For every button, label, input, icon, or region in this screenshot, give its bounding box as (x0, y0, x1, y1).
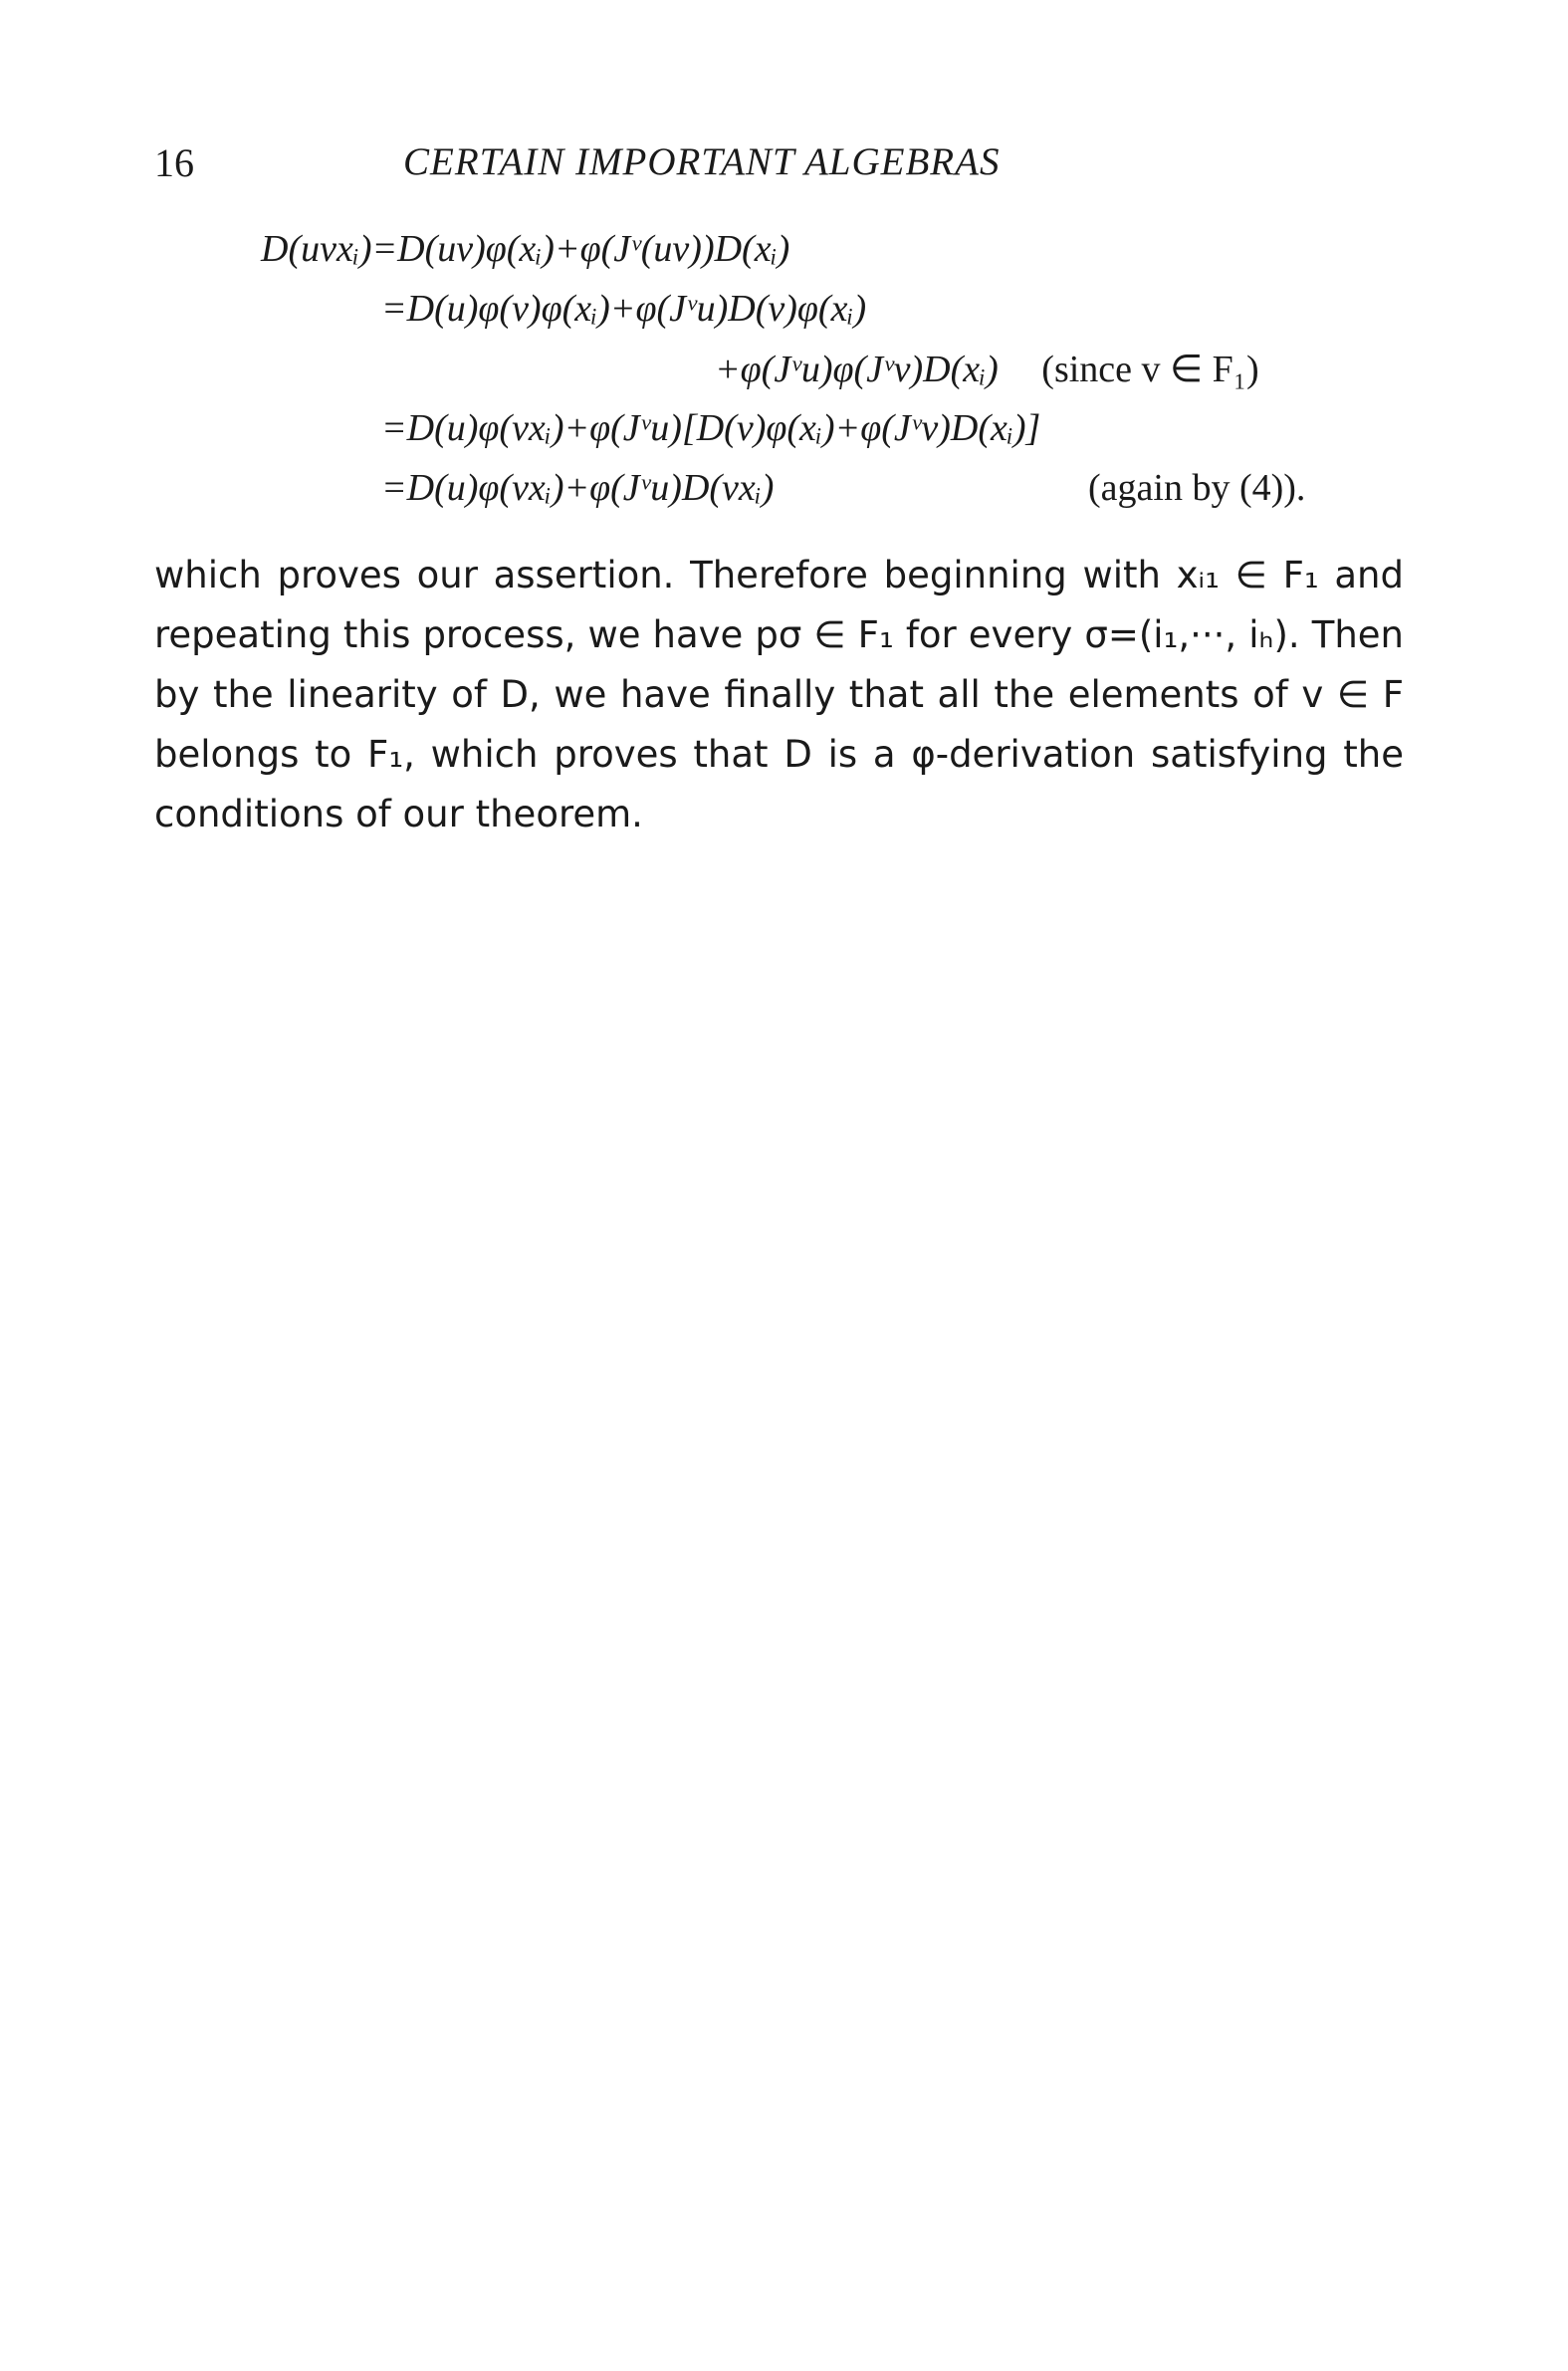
equation-line-3 (715, 347, 1259, 391)
paragraph-line: which proves our assertion. Therefore beginning with xᵢ₁ ∈ F₁ and (154, 554, 1404, 596)
equation-expression: +φ(Jᵛu)φ(Jᵛv)D(xᵢ) (715, 349, 999, 390)
paragraph-line: by the linearity of D, we have finally that all the elements of v ∈ F (154, 673, 1404, 716)
paragraph-line: belongs to F₁, which proves that D is a φ-derivation satisfying the (154, 733, 1404, 776)
paragraph-line: repeating this process, we have pσ ∈ F₁ for every σ=(i₁,···, iₕ). Then (154, 613, 1404, 656)
equation-line-2 (381, 287, 866, 331)
equation-note: (again by (4)). (1088, 467, 1306, 509)
equation-line-4 (381, 406, 1040, 450)
paragraph-line: conditions of our theorem. (154, 793, 643, 835)
body-paragraph (154, 546, 1404, 844)
equation-expression: =D(u)φ(v)φ(xᵢ)+φ(Jᵛu)D(v)φ(xᵢ) (381, 288, 867, 330)
running-title: CERTAIN IMPORTANT ALGEBRAS (403, 140, 1001, 183)
page-number: 16 (154, 140, 194, 185)
equation-expression: D(uvxᵢ)=D(uv)φ(xᵢ)+φ(Jᵛ(uv))D(xᵢ) (261, 228, 790, 270)
equation-line-1 (261, 227, 789, 271)
equation-note: (since v ∈ F₁) (1041, 349, 1259, 390)
equation-expression: =D(u)φ(vxᵢ)+φ(Jᵛu)[D(v)φ(xᵢ)+φ(Jᵛv)D(xᵢ)] (381, 407, 1041, 449)
equation-expression: =D(u)φ(vxᵢ)+φ(Jᵛu)D(vxᵢ) (381, 467, 775, 509)
equation-line-5 (381, 466, 1306, 510)
